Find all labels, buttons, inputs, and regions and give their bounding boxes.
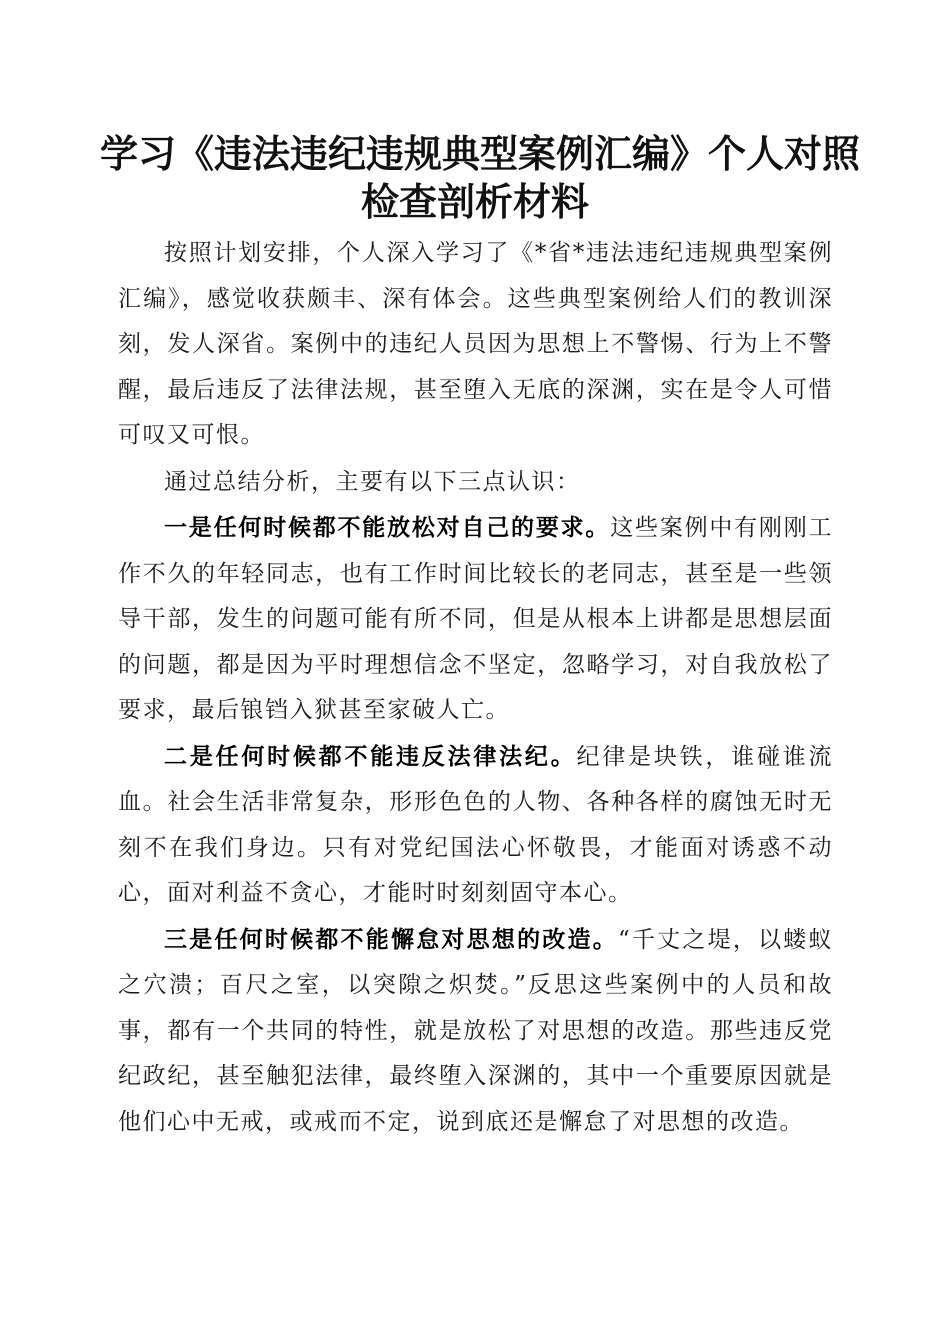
paragraph-lead: 一是任何时候都不能放松对自己的要求。 [164,514,611,541]
paragraph-lead: 二是任何时候都不能违反法律法纪。 [164,742,577,770]
paragraph-text: 纪律是块铁，谁碰谁流血。社会生活非常复杂，形形色色的人物、各种各样的腐蚀无时无刻不在我们身边。只有对党纪国法心怀敬畏，才能面对诱惑不动心，面对利益不贪心，才能时时刻刻固守本心。 [118,743,834,906]
paragraph-summary [118,459,833,506]
document-title [100,130,861,226]
paragraph-point-1 [118,505,833,734]
paragraph-text: 通过总结分析，主要有以下三点认识： [164,468,581,495]
paragraph-text: “千丈之堤，以蝼蚁之穴溃；百尺之室，以突隙之炽焚。”反思这些案例中的人员和故事，都有一个共同的特性，就是放松了对思想的改造。那些违反党纪政纪，甚至触犯法律，最终堕入深渊的，其中一个重要原因就是他们心中无戒，或戒而不定，说到底还是懈怠了对思想的改造。 [118,926,834,1135]
paragraph-point-2 [118,734,833,917]
title-line-1: 学习《违法违纪违规典型案例汇编》个人对照 [100,131,861,176]
document-body [118,230,833,1145]
paragraph-intro [118,230,833,459]
paragraph-text: 这些案例中有刚刚工作不久的年轻同志，也有工作时间比较长的老同志，甚至是一些领导干部，发生的问题可能有所不同，但是从根本上讲都是思想层面的问题，都是因为平时理想信念不坚定，忽略学习，对自我放松了要求，最后锒铛入狱甚至家破人亡。 [118,515,834,723]
title-line-2: 检查剖析材料 [360,179,589,224]
paragraph-text: 按照计划安排，个人深入学习了《*省*违法违纪违规典型案例汇编》，感觉收获颇丰、深有体会。这些典型案例给人们的教训深刻，发人深省。案例中的违纪人员因为思想上不警惕、行为上不警醒，最后违反了法律法规，甚至堕入无底的深渊，实在是令人可惜可叹又可恨。 [118,240,833,448]
paragraph-lead: 三是任何时候都不能懈怠对思想的改造。 [164,925,618,953]
paragraph-point-3 [118,917,833,1146]
